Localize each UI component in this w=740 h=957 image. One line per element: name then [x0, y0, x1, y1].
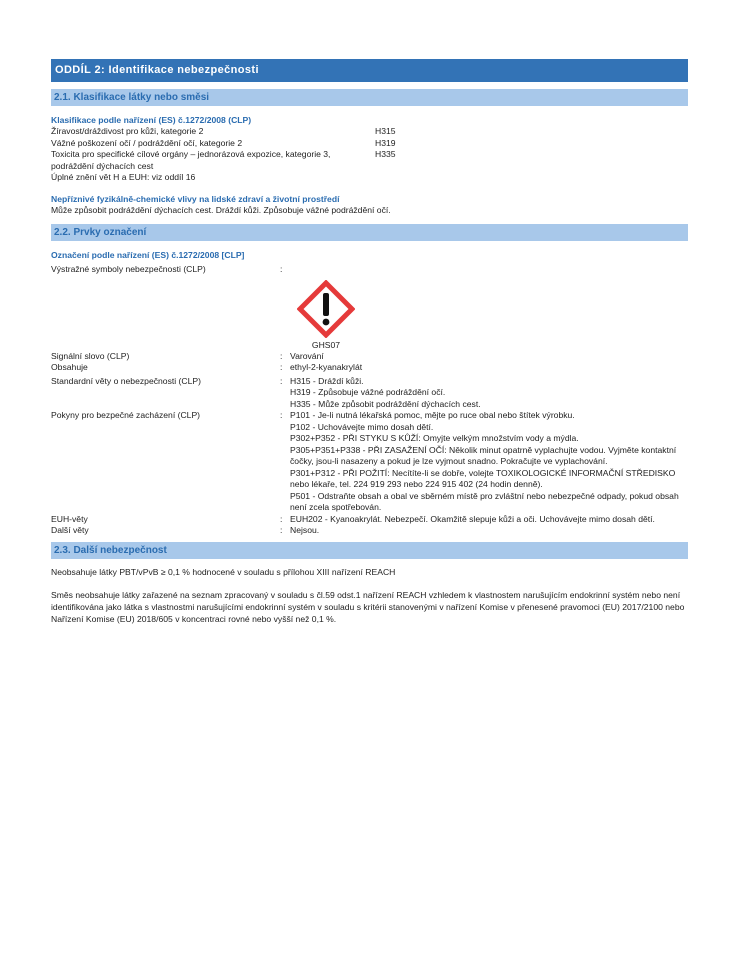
- subsection-2-3-title: 2.3. Další nebezpečnost: [51, 542, 688, 559]
- endocrine-text: Směs neobsahuje látky zařazené na seznam zpracovaný v souladu s čl.59 odst.1 nařízení REACH vzhledem k vlastnostem narušujícím endokrinní systém nebo není identifikována jako látka s vlastnostmi narušujícími endokrinní systém v souladu s kritérii stanovenými v nařízení Komise v přenesené pravomoci (EU) 2017/2100 nebo Nařízení Komise (EU) 2018/605 v koncentraci rovné nebo vyšší než 0,1 %.: [51, 590, 685, 624]
- hazard-continuation: podráždění dýchacích cest: [51, 160, 154, 171]
- hazard-row: Vážné poškození očí / podráždění očí, kategorie 2 H319: [51, 137, 396, 148]
- p-statement: P305+P351+P338 - PŘI ZASAŽENÍ OČÍ: Několik minut opatrně vyplachujte vodou. Vyjměte kontaktní čočky, jsou-li nasazeny a pokud je lze vyjmout snadno. Pokračujte ve vyplachování.: [290, 444, 677, 466]
- h-statement: H335 - Může způsobit podráždění dýchacích cest.: [290, 398, 481, 409]
- hazard-row: Toxicita pro specifické cílové orgány – jednorázová expozice, kategorie 3, H335: [51, 149, 396, 159]
- subsection-2-1-title: 2.1. Klasifikace látky nebo směsi: [51, 89, 688, 106]
- full-text-note: Úplné znění vět H a EUH: viz oddíl 16: [51, 172, 196, 182]
- p-statement: P301+P312 - PŘI POŽITÍ: Necítíte-li se dobře, volejte TOXIKOLOGICKÉ INFORMAČNÍ STŘEDISKO nebo lékaře, tel. 224 919 293 nebo 224 915 402 (24 hodin denně).: [290, 467, 676, 489]
- p-statement: P102 - Uchovávejte mimo dosah dětí.: [290, 421, 434, 432]
- clp-classification-subtitle: Klasifikace podle nařízení (ES) č.1272/2008 (CLP): [51, 115, 252, 125]
- hazard-row: Žíravost/dráždivost pro kůži, kategorie 2 H315: [51, 126, 396, 136]
- effects-text: Může způsobit podráždění dýchacích cest. Dráždí kůži. Způsobuje vážné podráždění očí.: [51, 204, 391, 215]
- p-statement: P101 - Je-li nutná lékařská pomoc, mějte po ruce obal nebo štítek výrobku.: [290, 410, 575, 420]
- pictograms-row: Výstražné symboly nebezpečnosti (CLP) :: [51, 264, 283, 274]
- other-statements-row: Další věty : Nejsou.: [51, 525, 320, 535]
- h-statement: H319 - Způsobuje vážné podráždění očí.: [290, 387, 446, 397]
- pictogram-code: GHS07: [311, 339, 341, 350]
- labelling-subtitle: Označení podle nařízení (ES) č.1272/2008 [CLP]: [51, 250, 245, 260]
- contains-row: Obsahuje : ethyl-2-kyanakrylát: [51, 362, 363, 372]
- euh-statements-row: EUH-věty : EUH202 - Kyanoakrylát. Nebezpečí. Okamžitě slepuje kůži a oči. Uchovávejte mimo dosah dětí.: [51, 513, 655, 524]
- precautionary-statements-row: Pokyny pro bezpečné zacházení (CLP) : P101 - Je-li nutná lékařská pomoc, mějte po ruce obal nebo štítek výrobku. P102 - Uchovávejte mimo dosah dětí. P302+P352 - PŘI STYKU S KŮŽÍ: Omyjte velkým množstvím vody a mýdla. P305+P351+P338 - PŘI ZASAŽENÍ OČÍ: Několik minut opatrně vyplachujte vodou. Vyjměte kontaktní čočky, jsou-li nasazeny a pokud je lze vyjmout snadno. Pokračujte ve vyplachování. P301+P312 - PŘI POŽITÍ: Necítíte-li se dobře, volejte TOXIKOLOGICKÉ INFORMAČNÍ STŘEDISKO nebo lékaře, tel. 224 919 293 nebo 224 915 402 (24 hodin denně). P501 - Odstraňte obsah a obal ve sběrném místě pro zvláštní nebo nebezpečné odpady, pokud obsah není zcela spotřebován.: [51, 410, 688, 514]
- subsection-2-2-title: 2.2. Prvky označení: [51, 224, 688, 241]
- p-statement: P302+P352 - PŘI STYKU S KŮŽÍ: Omyjte velkým množstvím vody a mýdla.: [290, 433, 579, 443]
- hazard-statements-row: Standardní věty o nebezpečnosti (CLP) : H315 - Dráždí kůži. H319 - Způsobuje vážné podráždění očí. H335 - Může způsobit podráždění dýchacích cest.: [51, 376, 688, 411]
- signal-word-row: Signální slovo (CLP) : Varování: [51, 350, 324, 361]
- sds-section-2: [51, 59, 688, 625]
- pbt-vpvb-text: Neobsahuje látky PBT/vPvB ≥ 0,1 % hodnocené v souladu s přílohou XIII nařízení REACH: [51, 566, 396, 577]
- exclamation-mark-hazard-icon: [297, 280, 355, 338]
- h-statement: H315 - Dráždí kůži.: [290, 375, 364, 386]
- p-statement: P501 - Odstraňte obsah a obal ve sběrném místě pro zvláštní nebo nebezpečné odpady, pokud obsah není zcela spotřebován.: [290, 490, 679, 512]
- section-title: ODDÍL 2: Identifikace nebezpečnosti: [51, 59, 688, 82]
- effects-subtitle: Nepříznivé fyzikálně-chemické vlivy na lidské zdraví a životní prostředí: [51, 193, 340, 204]
- ghs07-pictogram: [291, 280, 361, 351]
